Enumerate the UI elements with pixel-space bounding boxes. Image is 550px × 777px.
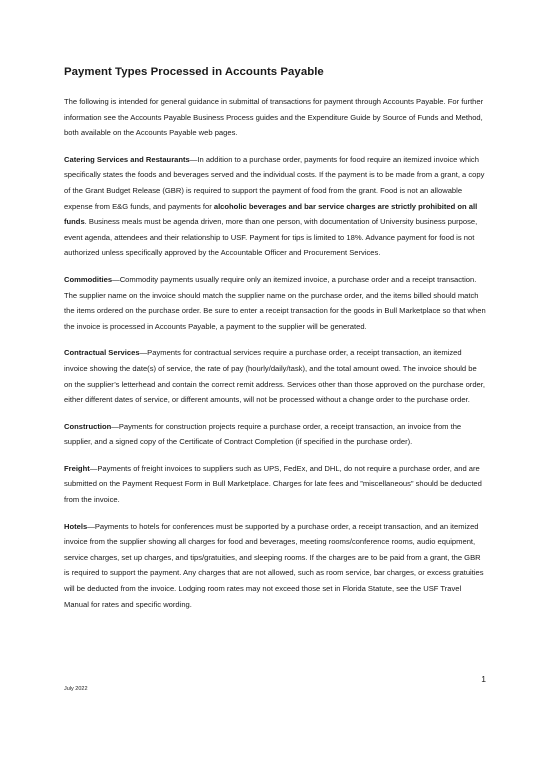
catering-text-a: —In addition to a purchase order, payments for food require an itemized invoice which specifically states the foods and beverages served and the individual costs. If the payment is to be made from a grant, a copy of the Grant Budget Release (GBR) is required to support the payment of food from the grant. Food is not an allowable expense from E&G funds, and payments for <box>64 154 485 211</box>
page-number: 1 <box>481 674 486 684</box>
catering-emphasis: alcoholic beverages and bar service charges are strictly prohibited on all funds <box>64 201 478 227</box>
commodities-text: —Commodity payments usually require only an itemized invoice, a purchase order and a receipt transaction. The supplier name on the invoice should match the supplier name on the purchase order, and the items billed should match the items ordered on the purchase order. Be sure to enter a receipt transaction for the goods in Bull Marketplace so that when the invoice is processed in Accounts Payable, a payment to the supplier will be generated. <box>64 274 486 331</box>
commodities-heading: Commodities <box>64 274 113 284</box>
hotels-paragraph <box>64 519 486 613</box>
construction-paragraph <box>64 419 486 450</box>
freight-text: —Payments of freight invoices to suppliers such as UPS, FedEx, and DHL, do not require a purchase order, and are submitted on the Payment Request Form in Bull Marketplace. Charges for late fees and ”miscellaneous” should be deducted from the invoice. <box>64 463 482 505</box>
contractual-heading: Contractual Services <box>64 348 140 358</box>
contractual-paragraph <box>64 345 486 407</box>
construction-heading: Construction <box>64 421 112 431</box>
freight-paragraph <box>64 461 486 508</box>
catering-paragraph <box>64 152 486 261</box>
commodities-paragraph <box>64 272 486 334</box>
catering-text-b: . Business meals must be agenda driven, more than one person, with documentation of University business purpose, event agenda, attendees and their relationship to USF. Payment for tips is limited to 18%. Advance payment for food is not authorized unless specifically approved by the Accountable Officer and Procurement Services. <box>64 217 478 258</box>
catering-heading: Catering Services and Restaurants <box>64 154 190 164</box>
construction-text: —Payments for construction projects require a purchase order, a receipt transaction, an invoice from the supplier, and a signed copy of the Certificate of Contract Completion (if specified in the purchase order). <box>64 421 462 447</box>
hotels-text: —Payments to hotels for conferences must be supported by a purchase order, a receipt transaction, and an itemized invoice from the supplier showing all charges for food and beverages, meeting rooms/conference rooms, audio equipment, service charges, set up charges, and tips/gratuities, and sleeping rooms. If the charges are to be paid from a grant, the GBR is required to support the payment. Any charges that are not allowed, such as room service, bar charges, or excess gratuities will be deducted from the invoice. Lodging room rates may not exceed those set in Florida Statute, see the USF Travel Manual for rates and specific wording. <box>64 521 484 609</box>
hotels-heading: Hotels <box>64 521 88 531</box>
footer-date: July 2022 <box>64 686 88 692</box>
intro-paragraph: The following is intended for general guidance in submittal of transactions for payment through Accounts Payable. For further information see the Accounts Payable Business Process guides and the Expenditure Guide by Source of Funds and Method, both available on the Accounts Payable web pages. <box>64 97 484 138</box>
contractual-text: —Payments for contractual services require a purchase order, a receipt transaction, an itemized invoice showing the date(s) of service, the rate of pay (hourly/daily/task), and the total amount owed. The invoice should be on the supplier’s letterhead and contain the correct remit address. Services other than those approved on the purchase order, either different dates of service, or different amounts, will not be processed without a change order to the purchase order. <box>64 348 486 405</box>
page-title: Payment Types Processed in Accounts Payable <box>64 66 324 78</box>
freight-heading: Freight <box>64 463 90 473</box>
